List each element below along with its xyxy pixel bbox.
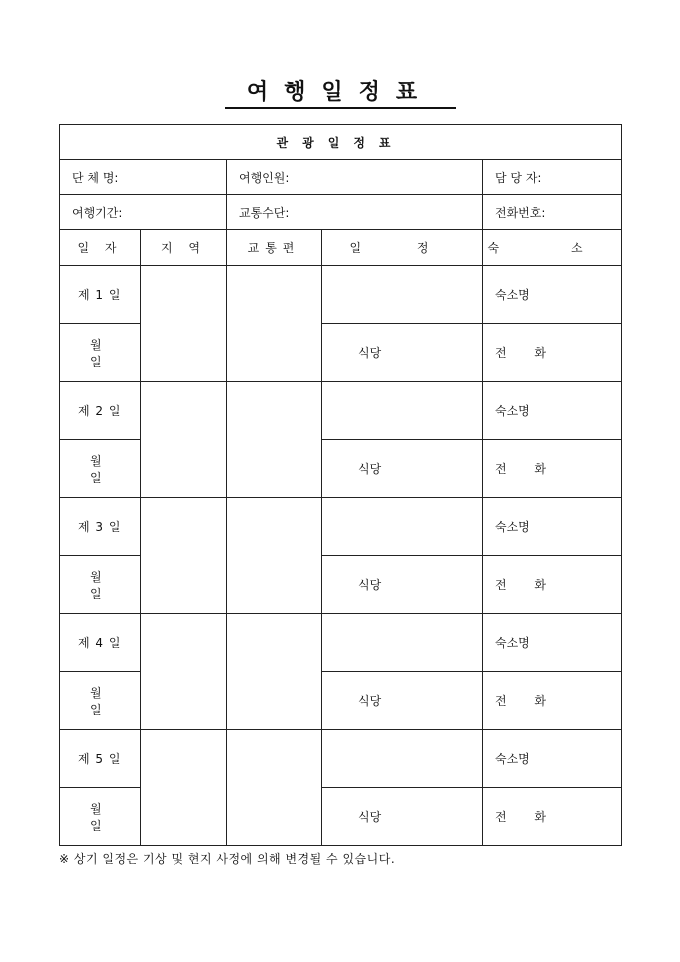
header-transport: 교통편 — [227, 230, 322, 266]
restaurant-cell[interactable]: 식당 — [322, 556, 483, 614]
lodging-phone-cell[interactable]: 전 화 — [483, 324, 622, 382]
table-row — [60, 614, 622, 672]
region-cell[interactable] — [141, 382, 227, 498]
restaurant-cell[interactable]: 식당 — [322, 672, 483, 730]
date-cell[interactable]: 월 일 — [60, 324, 141, 382]
region-cell[interactable] — [141, 614, 227, 730]
schedule-cell[interactable] — [322, 730, 483, 788]
lodging-phone-cell[interactable]: 전 화 — [483, 556, 622, 614]
schedule-cell[interactable] — [322, 498, 483, 556]
header-date: 일 자 — [60, 230, 141, 266]
region-cell[interactable] — [141, 498, 227, 614]
restaurant-cell[interactable]: 식당 — [322, 440, 483, 498]
day-label: 제 2 일 — [60, 382, 141, 440]
date-cell[interactable]: 월 일 — [60, 556, 141, 614]
column-header-row — [60, 230, 622, 266]
region-cell[interactable] — [141, 730, 227, 846]
footnote: ※ 상기 일정은 기상 및 현지 사정에 의해 변경될 수 있습니다. — [59, 852, 396, 866]
lodging-name-cell[interactable]: 숙소명 — [483, 730, 622, 788]
info-row-2 — [60, 195, 622, 230]
transport-cell[interactable] — [227, 382, 322, 498]
manager-field[interactable]: 담 당 자: — [483, 160, 622, 195]
date-cell[interactable]: 월 일 — [60, 440, 141, 498]
info-row-1 — [60, 160, 622, 195]
transport-cell[interactable] — [227, 266, 322, 382]
lodging-phone-cell[interactable]: 전 화 — [483, 672, 622, 730]
restaurant-cell[interactable]: 식당 — [322, 788, 483, 846]
day-label: 제 3 일 — [60, 498, 141, 556]
title-underline — [225, 107, 456, 109]
header-region: 지 역 — [141, 230, 227, 266]
lodging-phone-cell[interactable]: 전 화 — [483, 440, 622, 498]
day-label: 제 5 일 — [60, 730, 141, 788]
period-field[interactable]: 여행기간: — [60, 195, 227, 230]
schedule-cell[interactable] — [322, 266, 483, 324]
date-cell[interactable]: 월 일 — [60, 672, 141, 730]
table-subtitle: 관광일정표 — [60, 125, 622, 160]
header-schedule: 일 정 — [322, 230, 483, 266]
lodging-name-cell[interactable]: 숙소명 — [483, 382, 622, 440]
date-cell[interactable]: 월 일 — [60, 788, 141, 846]
phone-number-field[interactable]: 전화번호: — [483, 195, 622, 230]
region-cell[interactable] — [141, 266, 227, 382]
lodging-name-cell[interactable]: 숙소명 — [483, 266, 622, 324]
table-row — [60, 266, 622, 324]
table-row — [60, 730, 622, 788]
header-lodging: 숙 소 — [483, 230, 622, 266]
restaurant-cell[interactable]: 식당 — [322, 324, 483, 382]
subtitle-row — [60, 125, 622, 160]
transport-cell[interactable] — [227, 498, 322, 614]
table-row — [60, 498, 622, 556]
lodging-name-cell[interactable]: 숙소명 — [483, 614, 622, 672]
group-name-field[interactable]: 단 체 명: — [60, 160, 227, 195]
travelers-field[interactable]: 여행인원: — [227, 160, 483, 195]
day-label: 제 4 일 — [60, 614, 141, 672]
schedule-cell[interactable] — [322, 382, 483, 440]
lodging-phone-cell[interactable]: 전 화 — [483, 788, 622, 846]
itinerary-form — [59, 124, 621, 843]
page-title: 여행일정표 — [246, 79, 434, 105]
transport-cell[interactable] — [227, 614, 322, 730]
lodging-name-cell[interactable]: 숙소명 — [483, 498, 622, 556]
schedule-cell[interactable] — [322, 614, 483, 672]
itinerary-table — [59, 124, 622, 846]
day-label: 제 1 일 — [60, 266, 141, 324]
transport-cell[interactable] — [227, 730, 322, 846]
table-row — [60, 382, 622, 440]
transport-field[interactable]: 교통수단: — [227, 195, 483, 230]
